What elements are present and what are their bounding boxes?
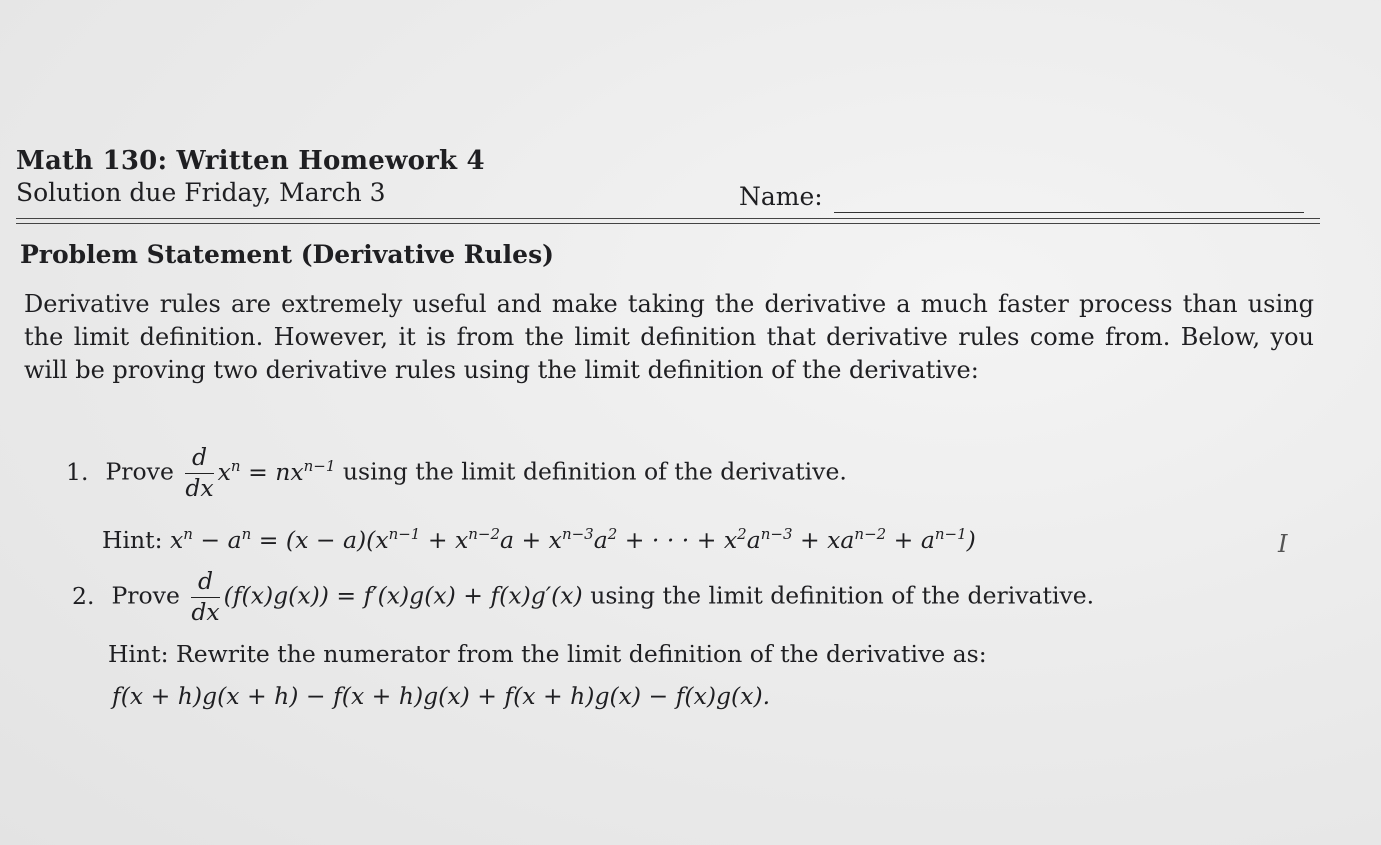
problem-intro: Derivative rules are extremely useful and make taking the derivative a much faster process than using the limit definition. However, it is from the limit definition that derivative rules come from. Below, you will be proving two derivative rules using the limit definition of the derivative: — [24, 290, 1314, 384]
text-cursor-icon: I — [1278, 530, 1288, 558]
derivative-fraction — [185, 443, 214, 502]
header — [16, 146, 1320, 212]
fraction-numerator: d — [191, 570, 219, 598]
item-number: 2. — [72, 581, 95, 610]
hint-2-formula: f(x + h)g(x + h) − f(x + h)g(x) + f(x + h)g(x) − f(x)g(x). — [112, 682, 771, 710]
item-tail-text: using the limit definition of the derivative. — [590, 581, 1095, 610]
name-label: Name: — [739, 182, 823, 211]
hint-2 — [108, 640, 987, 668]
item-number: 1. — [66, 457, 89, 486]
problem-item-2 — [72, 567, 1095, 626]
homework-title: Math 130: Written Homework 4 — [16, 146, 485, 176]
fraction-numerator: d — [185, 446, 213, 474]
hint-2-text: Rewrite the numerator from the limit definition of the derivative as: — [176, 640, 987, 668]
fraction-denominator: dx — [185, 473, 214, 502]
item-tail-text: using the limit definition of the derivative. — [342, 457, 847, 486]
fraction-denominator: dx — [191, 597, 220, 626]
prove-word: Prove — [105, 457, 174, 486]
hint-1-formula: $x^n - a^n = (x - a)(x^{n-1} + x^{n-2}a + x^{n-3}a^2$ + · · · + $x^2a^{n-3} + xa^{n-2} + a^{n-1}$) — [170, 525, 976, 554]
power-rule-formula: $x^n = nx^{n-1}$ — [217, 456, 336, 486]
problem-item-1 — [66, 443, 847, 502]
header-double-rule — [16, 218, 1320, 224]
hint-1 — [102, 526, 976, 554]
name-blank-line — [834, 212, 1304, 213]
due-line — [16, 178, 1320, 212]
problem-heading: Problem Statement (Derivative Rules) — [20, 240, 554, 269]
hint-label: Hint: — [108, 640, 169, 668]
prove-word: Prove — [111, 581, 180, 610]
due-date: Solution due Friday, March 3 — [16, 178, 386, 207]
product-rule-formula: (f(x)g(x)) = f′(x)g(x) + f(x)g′(x) — [223, 581, 583, 610]
hint-label: Hint: — [102, 526, 163, 554]
derivative-fraction — [191, 567, 220, 626]
